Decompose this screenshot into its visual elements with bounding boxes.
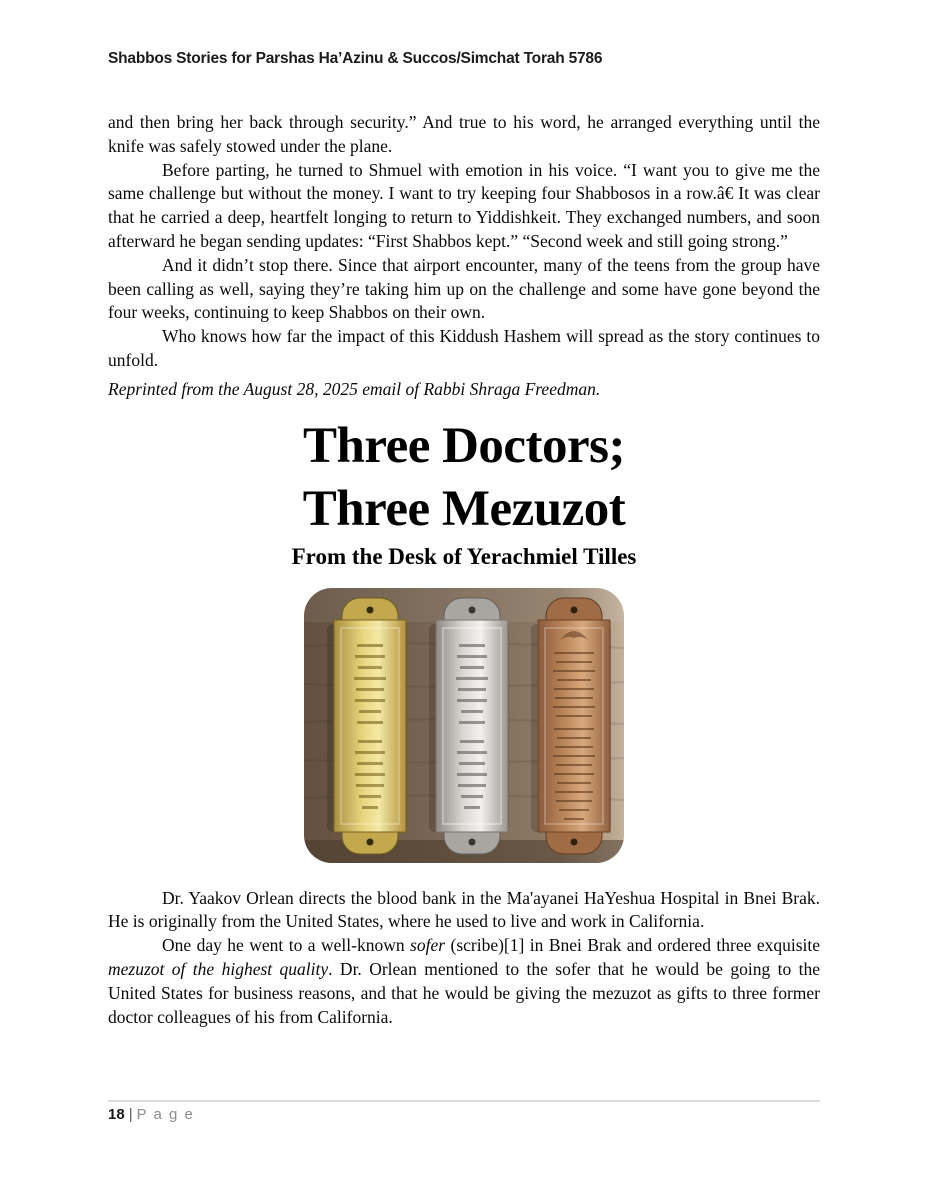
mount-hole-icon bbox=[367, 838, 374, 845]
footer-divider bbox=[108, 1100, 820, 1102]
mezuzot-image bbox=[304, 588, 624, 863]
mount-hole-icon bbox=[469, 606, 476, 613]
paragraph: And it didn’t stop there. Since that airport encounter, many of the teens from the group have been calling as well, saying they’re taking him up on the challenge and some have gone beyond the four weeks, continuing to keep Shabbos on their own. bbox=[108, 254, 820, 323]
paragraph-with-italics bbox=[108, 934, 820, 1029]
three-mezuzot-photo bbox=[304, 588, 624, 863]
paragraph-continuation: and then bring her back through security.” And true to his word, he arranged everything until the knife was safely stowed under the plane. bbox=[108, 112, 820, 156]
page-body bbox=[108, 111, 820, 1029]
text-run: (scribe)[1] in Bnei Brak and ordered three exquisite bbox=[445, 935, 820, 956]
silver-mezuzah bbox=[429, 598, 509, 854]
article-title-line2: Three Mezuzot bbox=[302, 480, 626, 537]
article-title bbox=[108, 415, 820, 541]
text-run: One day he went to a well-known bbox=[162, 935, 411, 956]
copper-mezuzah bbox=[531, 598, 611, 854]
document-header-title: Shabbos Stories for Parshas Ha’Azinu & Succos/Simchat Torah 5786 bbox=[108, 50, 603, 67]
paragraph: Before parting, he turned to Shmuel with emotion in his voice. “I want you to give me the same challenge but without the money. I want to try keeping four Shabbosos in a row.â€ It was clear that he carried a deep, heartfelt longing to return to Yiddishkeit. They exchanged numbers, and soon afterward he began sending updates: “First Shabbos kept.” “Second week and still going strong.” bbox=[108, 159, 820, 251]
mount-hole-icon bbox=[367, 606, 374, 613]
footer-separator: | bbox=[128, 1106, 133, 1123]
paragraph: Who knows how far the impact of this Kiddush Hashem will spread as the story continues to unfold. bbox=[108, 326, 820, 370]
footer-text bbox=[108, 1106, 194, 1123]
italic-text-run: sofer bbox=[410, 935, 446, 956]
italic-text-run: mezuzot of the highest quality bbox=[108, 958, 329, 979]
paragraph: Dr. Yaakov Orlean directs the blood bank in the Ma'ayanei HaYeshua Hospital in Bnei Brak. He is originally from the United States, where he used to live and work in California. bbox=[108, 887, 820, 932]
article-title-line1: Three Doctors; bbox=[302, 417, 626, 474]
gold-mezuzah bbox=[327, 598, 407, 854]
mount-hole-icon bbox=[571, 838, 578, 845]
mount-hole-icon bbox=[469, 838, 476, 845]
mount-hole-icon bbox=[571, 606, 578, 613]
page-header bbox=[108, 50, 820, 68]
article-byline: From the Desk of Yerachmiel Tilles bbox=[291, 543, 637, 569]
footer-page-label: P a g e bbox=[136, 1106, 195, 1123]
page-number: 18 bbox=[108, 1106, 125, 1123]
text-run: . Dr. Orlean mentioned to the sofer that he would be going to the United States for business reasons, and that he would be giving the mezuzot as gifts to three former doctor colleagues of his from California. bbox=[108, 958, 820, 1027]
attribution-line: Reprinted from the August 28, 2025 email of Rabbi Shraga Freedman. bbox=[108, 378, 601, 399]
